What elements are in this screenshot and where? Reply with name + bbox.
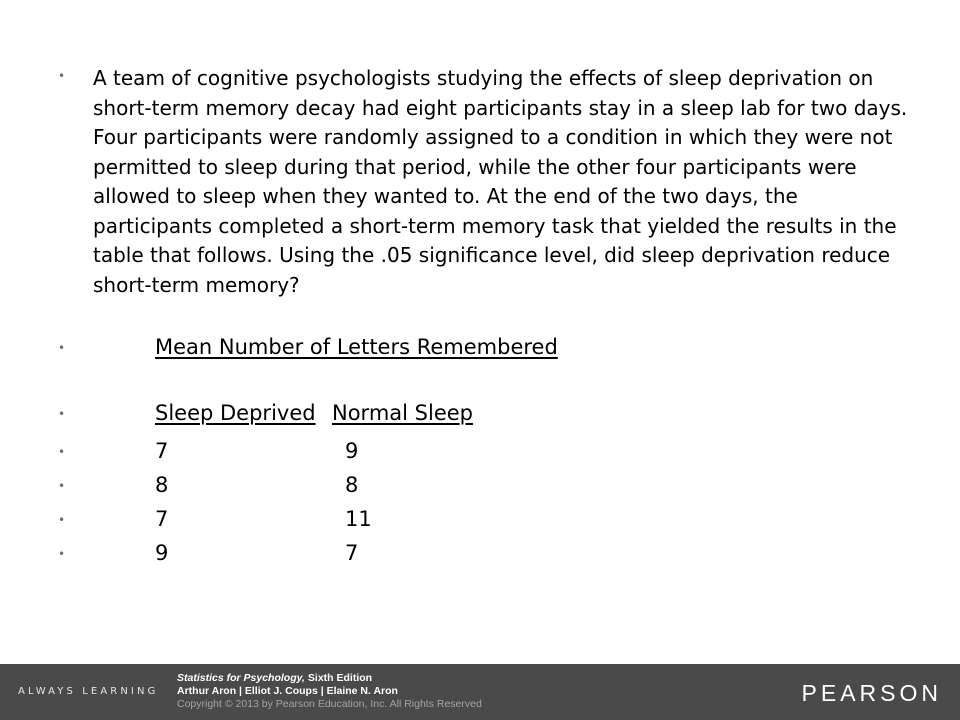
- bullet-dot: •: [58, 69, 66, 83]
- copyright-notice: Copyright © 2013 by Pearson Education, Inc. All Rights Reserved: [177, 698, 482, 710]
- book-line: [177, 672, 482, 685]
- bullet-dot: •: [58, 445, 66, 459]
- header-normal-sleep: Normal Sleep: [332, 401, 473, 425]
- table-cell-normal: 8: [345, 473, 359, 497]
- table-cell-normal: 11: [345, 507, 372, 531]
- book-title: Statistics for Psychology,: [177, 672, 305, 684]
- bullet-dot: •: [58, 479, 66, 493]
- bullet-dot: •: [58, 341, 66, 355]
- book-edition: Sixth Edition: [307, 672, 373, 684]
- table-cell-normal: 7: [345, 541, 359, 565]
- table-cell-deprived: 7: [155, 439, 169, 463]
- book-credits: [177, 672, 482, 711]
- book-authors: Arthur Aron | Elliot J. Coups | Elaine N. Aron: [177, 685, 398, 697]
- pearson-logo: PEARSON: [801, 680, 942, 706]
- bullet-dot: •: [58, 407, 66, 421]
- table-cell-deprived: 7: [155, 507, 169, 531]
- bullet-dot: •: [58, 513, 66, 527]
- always-learning-tagline: ALWAYS LEARNING: [18, 686, 159, 697]
- table-cell-deprived: 8: [155, 473, 169, 497]
- table-cell-deprived: 9: [155, 541, 169, 565]
- footer-bar: [0, 664, 960, 720]
- table-title: Mean Number of Letters Remembered: [155, 335, 558, 359]
- bullet-dot: •: [58, 547, 66, 561]
- table-cell-normal: 9: [345, 439, 359, 463]
- problem-paragraph: A team of cognitive psychologists studying the effects of sleep deprivation on short-term memory decay had eight participants stay in a sleep lab for two days. Four participants were randomly assigned to a condition in which they were not permitted to sleep during that period, while the other four participants were allowed to sleep when they wanted to. At the end of the two days, the participants completed a short-term memory task that yielded the results in the table that follows. Using the .05 significance level, did sleep deprivation reduce short-term memory?: [93, 66, 908, 297]
- header-sleep-deprived: Sleep Deprived: [155, 401, 316, 425]
